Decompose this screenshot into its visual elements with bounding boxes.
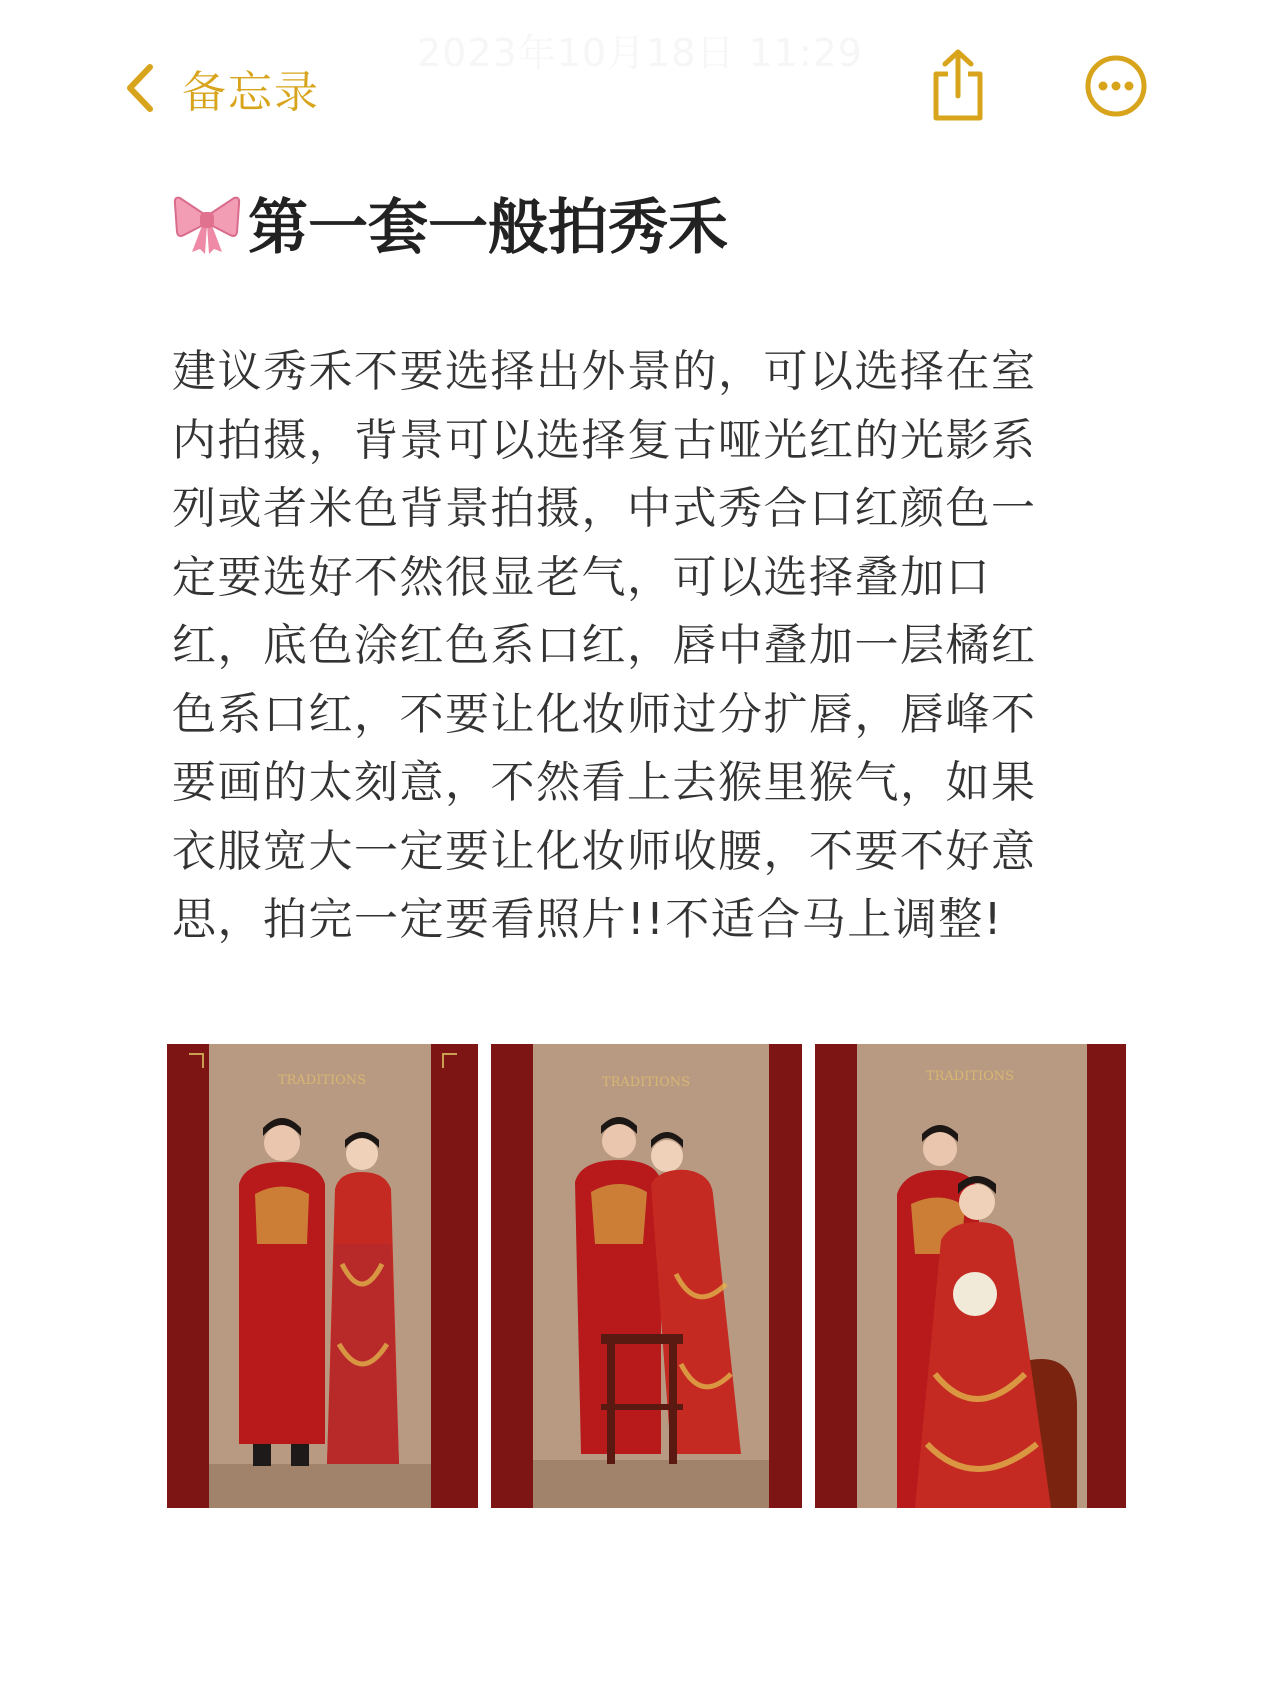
note-body[interactable]: 建议秀禾不要选择出外景的，可以选择在室 内拍摄，背景可以选择复古哑光红的光影系 列或者米色背景拍摄，中式秀合口红颜色一 定要选好不然很显老气，可以选择叠加口 红，底色涂红色系口红，唇中叠加一层橘红 色系口红，不要让化妆师过分扩唇，唇峰不 要画的太刻意，不然看上去猴里猴气，如果 衣服宽大一定要让化妆师收腰，不要不好意 思，拍完一定要看照片!!不适合马上调整! [172, 346, 1037, 945]
ribbon-bow-icon [172, 192, 242, 254]
photo-gallery [167, 1044, 1123, 1508]
photo-caption: TRADITIONS [601, 1075, 691, 1090]
back-label: 备忘录 [182, 67, 320, 118]
share-icon[interactable] [928, 48, 988, 124]
navigation-bar [0, 48, 1280, 128]
note-title[interactable] [172, 180, 728, 266]
wedding-photo-1[interactable] [167, 1044, 478, 1508]
photo-caption: TRADITIONS [925, 1069, 1015, 1084]
status-timestamp: 2023年10月18日 11:29 [416, 31, 863, 75]
back-button[interactable] [122, 56, 320, 120]
note-title-text: 第一套一般拍秀禾 [248, 193, 728, 263]
photo-caption: TRADITIONS [277, 1073, 367, 1088]
chevron-left-icon [122, 61, 158, 115]
wedding-photo-2[interactable] [491, 1044, 802, 1508]
more-icon[interactable] [1084, 54, 1148, 118]
wedding-photo-3[interactable] [815, 1044, 1126, 1508]
